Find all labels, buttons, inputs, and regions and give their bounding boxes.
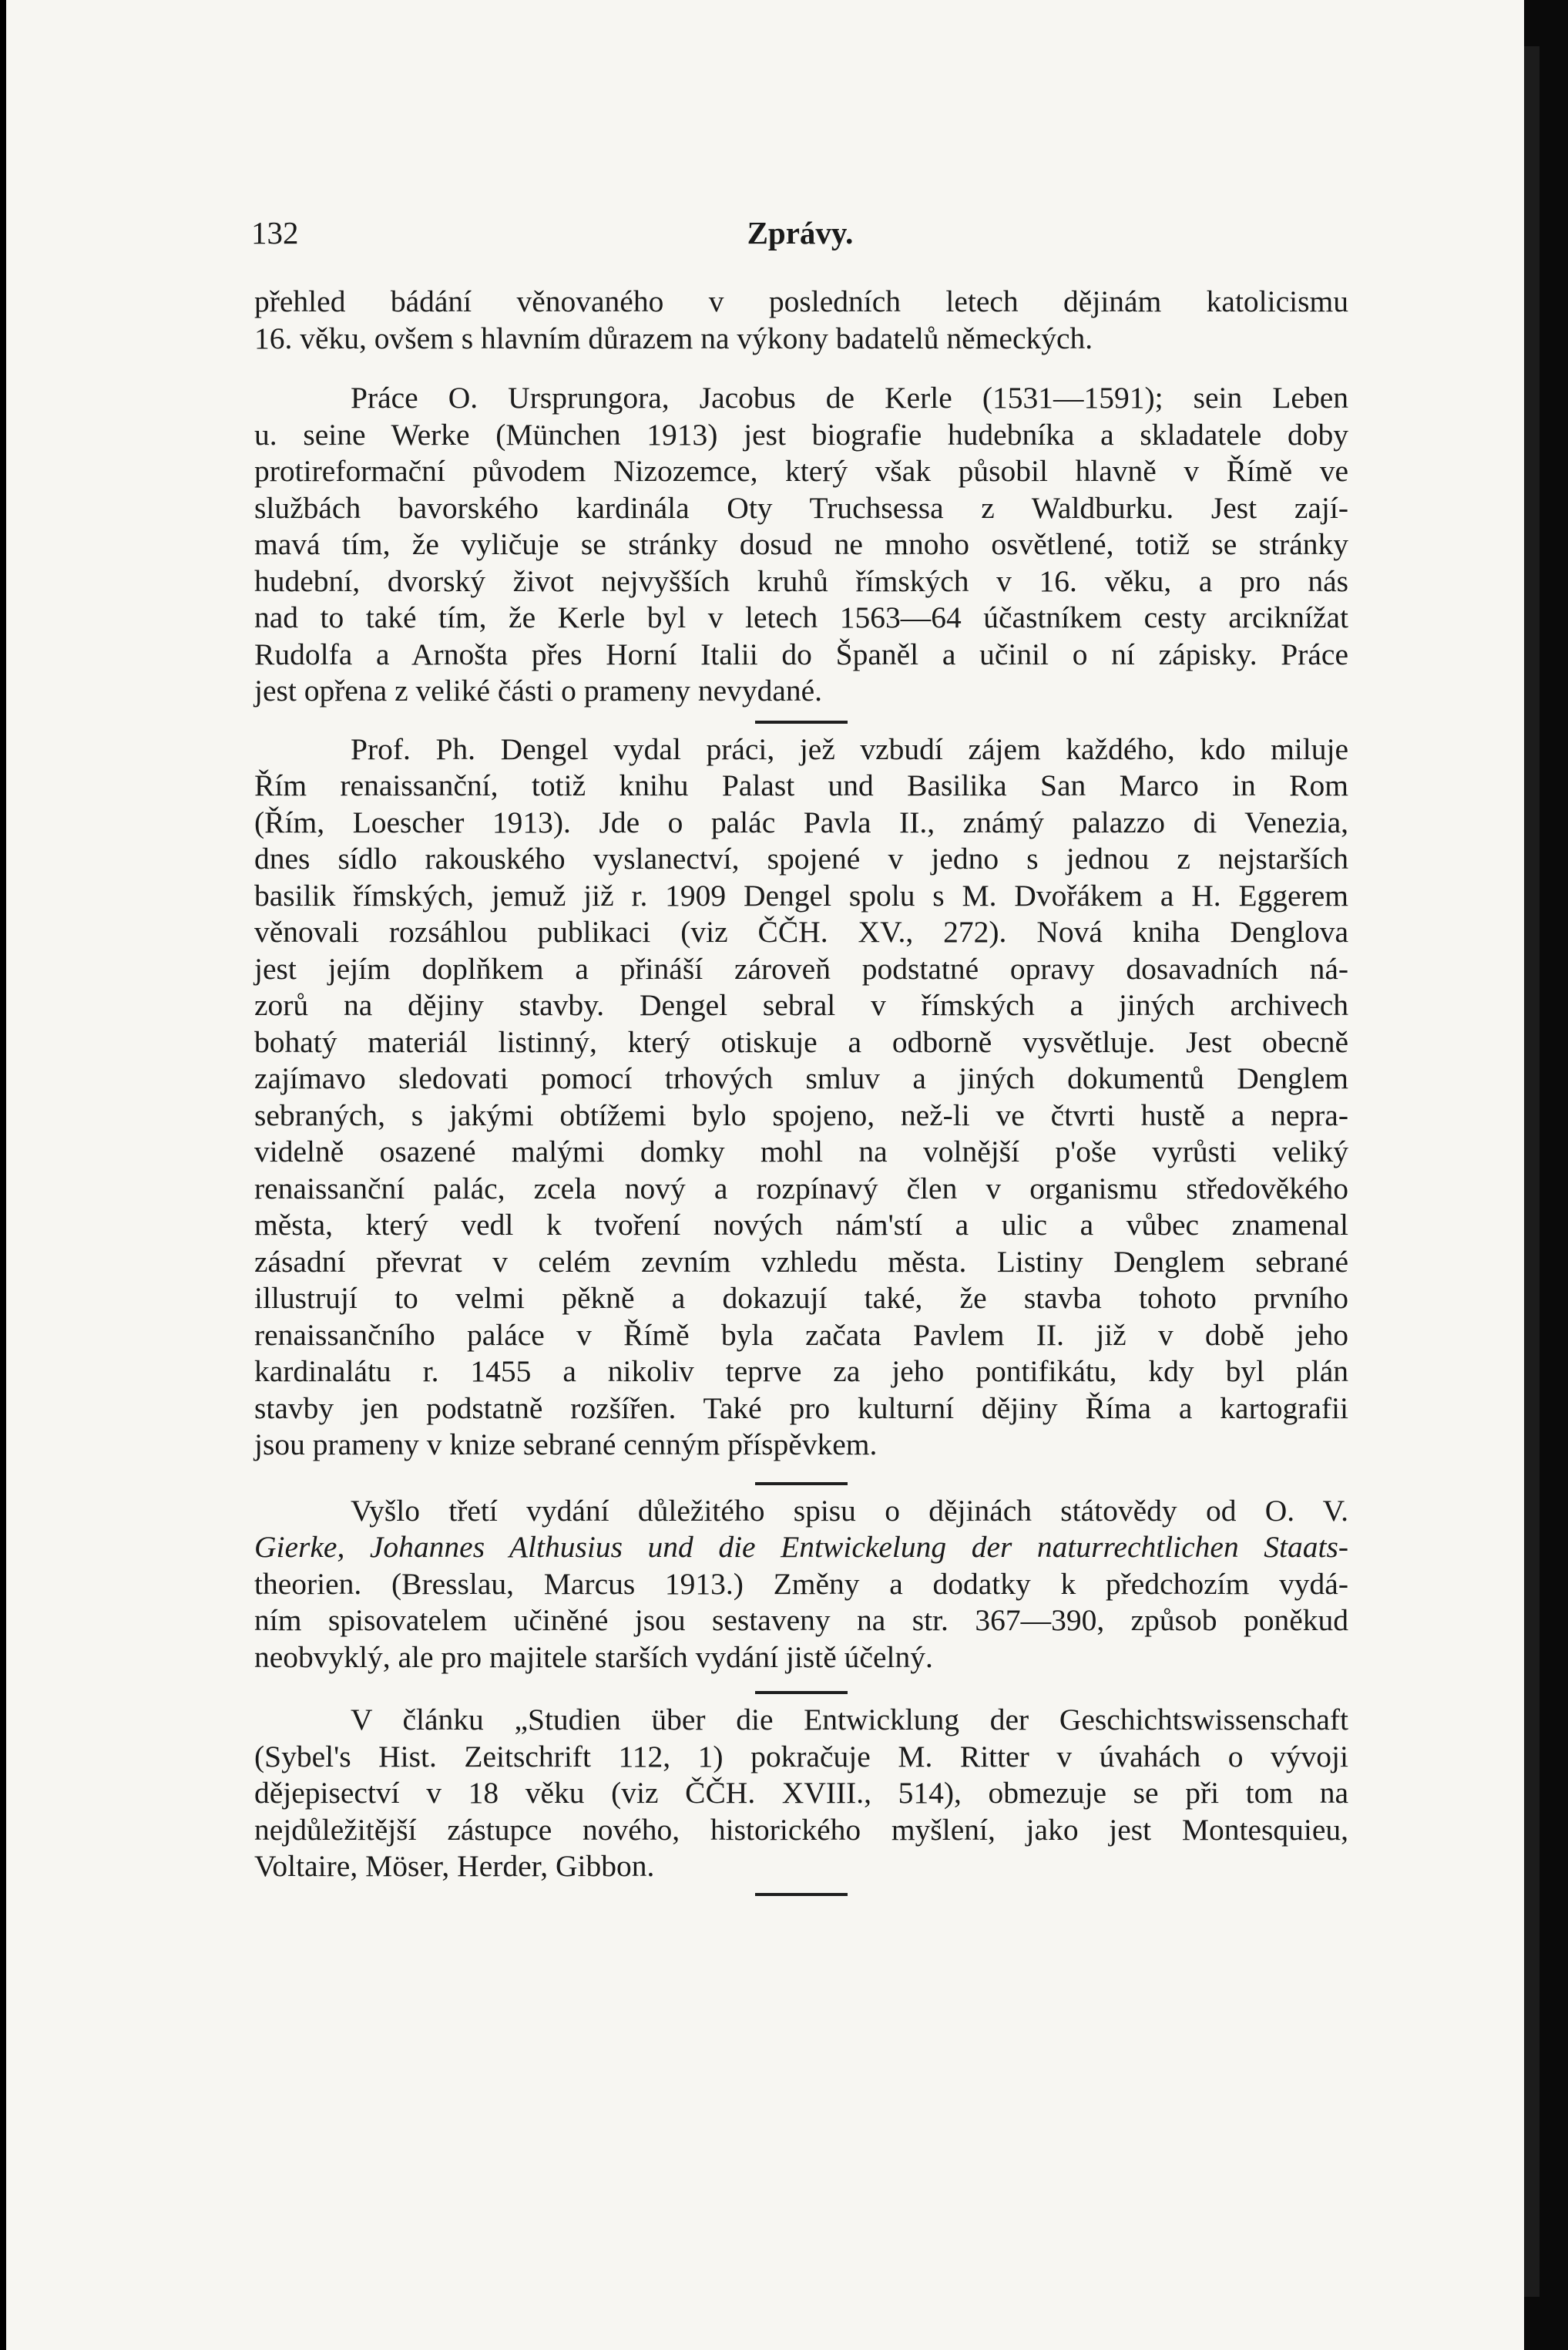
text-line: Prof. Ph. Dengel vydal práci, jež vzbudí zájem každého, kdo miluje: [351, 731, 1348, 766]
paragraph-dengel: [254, 731, 1348, 1464]
text-line: jest opřena z veliké části o prameny nevydané.: [254, 674, 823, 708]
text-line: sebraných, s jakými obtížemi bylo spojeno, než-li ve čtvrti hustě a nepra-: [254, 1098, 1348, 1132]
text-line: V článku „Studien über die Entwicklung der Geschichtswissenschaft: [351, 1703, 1348, 1736]
text-line: Vyšlo třetí vydání důležitého spisu o dějinách státovědy od O. V.: [351, 1493, 1348, 1528]
text-line: zorů na dějiny stavby. Dengel sebral v římských a jiných archivech: [254, 988, 1348, 1022]
text-line: ním spisovatelem učiněné jsou sestaveny na str. 367—390, způsob poněkud: [254, 1603, 1348, 1637]
book-binding-edge: [1524, 46, 1539, 2297]
text-line: dnes sídlo rakouského vyslanectví, spojené v jedno s jednou z nejstarších: [254, 842, 1348, 876]
document-page: [6, 0, 1524, 2350]
section-divider: [755, 721, 848, 724]
text-line: službách bavorského kardinála Oty Truchsessa z Waldburku. Jest zají-: [254, 490, 1348, 525]
text-line: nad to také tím, že Kerle byl v letech 1563—64 účastníkem cesty arciknížat: [254, 600, 1348, 634]
text-line: (Sybel's Hist. Zeitschrift 112, 1) pokračuje M. Ritter v úvahách o vývoji: [254, 1739, 1348, 1773]
text-line: nejdůležitější zástupce nového, historického myšlení, jako jest Montesquieu,: [254, 1812, 1348, 1847]
paragraph-kerle: [254, 380, 1348, 710]
page-header: [251, 214, 1349, 253]
paragraph-gierke: [254, 1493, 1348, 1676]
paragraph-continuation: [254, 284, 1348, 357]
text-line: 16. věku, ovšem s hlavním důrazem na výkony badatelů německých.: [254, 321, 1093, 355]
paragraph-ritter: [254, 1702, 1348, 1885]
text-line: neobvyklý, ale pro majitele starších vydání jistě účelný.: [254, 1639, 933, 1674]
text-line: jsou prameny v knize sebrané cenným příspěvkem.: [254, 1427, 878, 1461]
text-line: Gierke, Johannes Althusius und die Entwickelung der naturrechtlichen Staats-: [254, 1530, 1348, 1564]
text-line: (Řím, Loescher 1913). Jde o palác Pavla II., známý palazzo di Venezia,: [254, 805, 1348, 839]
text-line: theorien. (Bresslau, Marcus 1913.) Změny a dodatky k předchozím vydá-: [254, 1566, 1348, 1601]
text-line: přehled bádání věnovaného v posledních letech dějinám katolicismu: [254, 284, 1348, 318]
text-line: renaissančního paláce v Římě byla začata Pavlem II. již v době jeho: [254, 1317, 1348, 1352]
text-line: renaissanční palác, zcela nový a rozpínavý člen v organismu středověkého: [254, 1171, 1348, 1205]
body-text: [254, 284, 1348, 1901]
text-line: basilik římských, jemuž již r. 1909 Dengel spolu s M. Dvořákem a H. Eggerem: [254, 878, 1348, 913]
text-line: u. seine Werke (München 1913) jest biografie hudebníka a skladatele doby: [254, 417, 1348, 452]
text-line: Rudolfa a Arnošta přes Horní Italii do Španěl a učinil o ní zápisky. Práce: [254, 637, 1348, 671]
text-line: videlně osazené malými domky mohl na volnější p'oše vyrůsti veliký: [254, 1135, 1348, 1168]
section-divider: [755, 1482, 848, 1485]
text-line: kardinalátu r. 1455 a nikoliv teprve za jeho pontifikátu, kdy byl plán: [254, 1354, 1348, 1388]
running-title: Zprávy.: [747, 215, 854, 250]
text-line: hudební, dvorský život nejvyšších kruhů římských v 16. věku, a pro nás: [254, 563, 1348, 598]
text-line: města, který vedl k tvoření nových nám'stí a ulic a vůbec znamenal: [254, 1208, 1348, 1242]
section-divider: [755, 1893, 848, 1896]
text-line: zajímavo sledovati pomocí trhových smluv a jiných dokumentů Denglem: [254, 1061, 1348, 1095]
text-line: věnovali rozsáhlou publikaci (viz ČČH. XV., 272). Nová kniha Denglova: [254, 915, 1348, 949]
text-line: stavby jen podstatně rozšířen. Také pro kulturní dějiny Říma a kartografii: [254, 1390, 1348, 1425]
text-line: bohatý materiál listinný, který otiskuje a odborně vysvětluje. Jest obecně: [254, 1024, 1348, 1059]
text-line: jest jejím doplňkem a přináší zároveň podstatné opravy dosavadních ná-: [254, 951, 1348, 986]
text-line: mavá tím, že vyličuje se stránky dosud ne mnoho osvětlené, totiž se stránky: [254, 527, 1348, 561]
text-line: Voltaire, Möser, Herder, Gibbon.: [254, 1849, 655, 1883]
text-line: protireformační původem Nizozemce, který však působil hlavně v Římě ve: [254, 454, 1348, 488]
text-line: Práce O. Ursprungora, Jacobus de Kerle (1531—1591); sein Leben: [351, 381, 1348, 415]
text-line: dějepisectví v 18 věku (viz ČČH. XVIII., 514), obmezuje se při tom na: [254, 1776, 1348, 1810]
text-line: zásadní převrat v celém zevním vzhledu města. Listiny Denglem sebrané: [254, 1244, 1348, 1279]
text-line: Řím renaissanční, totiž knihu Palast und Basilika San Marco in Rom: [254, 768, 1348, 802]
page-number: 132: [251, 215, 299, 250]
section-divider: [755, 1691, 848, 1694]
text-line: illustrují to velmi pěkně a dokazují také, že stavba tohoto prvního: [254, 1281, 1348, 1315]
